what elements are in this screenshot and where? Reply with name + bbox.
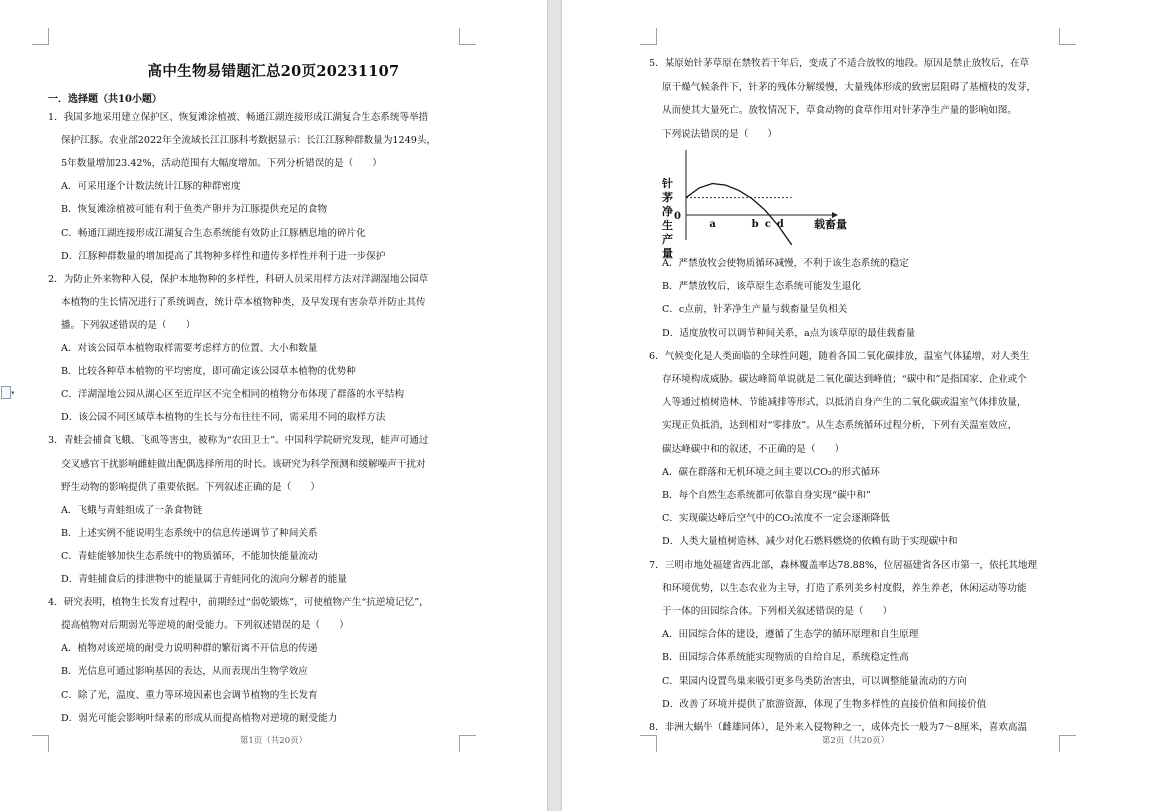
answer-option: A．对该公园草本植物取样需要考虑样方的位置、大小和数量 [61, 343, 318, 354]
page-footer: 第2页（共20页） [821, 736, 890, 746]
production-curve [686, 184, 792, 245]
answer-option: B．田园综合体系统能实现物质的自给自足，系统稳定性高 [662, 652, 909, 664]
tick-label-a: a [709, 219, 716, 230]
tick-label-b: b [751, 219, 759, 230]
text-line: 于一体的田园综合体。下列相关叙述错误的是（ ） [662, 606, 893, 617]
y-axis-label-char: 针 [662, 177, 673, 190]
answer-option: C．实现碳达峰后空气中的CO₂浓度不一定会逐渐降低 [662, 513, 890, 525]
text-line: 碳达峰碳中和的叙述，不正确的是（ ） [662, 443, 845, 455]
question-stem: 7．三明市地处福建省西北部，森林覆盖率达78.88%，位居福建省各区市第一，依托其地理 [649, 559, 1038, 571]
answer-option: C．洋湖湿地公园从湖心区至近岸区不完全相同的植物分布体现了群落的水平结构 [61, 389, 405, 401]
text-line: 和环境优势，以生态农业为主导，打造了系列美乡村度假，养生养老，休闲运动等功能 [662, 582, 1027, 594]
question-stem: 2．为防止外来物种入侵，保护本地物种的多样性，科研人员采用样方法对洋湖湿地公园草 [48, 273, 429, 285]
text-line: 播。下列叙述错误的是（ ） [61, 319, 196, 331]
y-axis-label-char: 产 [662, 233, 673, 246]
text-line: 原干燥气候条件下，针茅的残体分解缓慢，大量残体形成的致密层阻碍了基檀枝的发芽， [662, 81, 1037, 93]
answer-option: B．比较各种草本植物的平均密度，即可确定该公园草本植物的优势种 [61, 366, 356, 378]
answer-option: A．碳在群落和无机环境之间主要以CO₂的形式循环 [662, 466, 880, 478]
text-line: 从而使其大量死亡。放牧情况下，草食动物的食草作用对针茅净生产量的影响如图。 [662, 105, 1017, 116]
answer-option: B．每个自然生态系统都可依靠自身实现“碳中和” [662, 490, 871, 501]
crop-mark [1059, 28, 1076, 45]
answer-option: B．恢复滩涂植被可能有利于鱼类产卵并为江豚提供充足的食物 [61, 204, 328, 216]
document-page-2 [562, 0, 1149, 811]
document-icon[interactable]: ▾ [0, 385, 14, 399]
text-line: 存环境构成威胁。碳达峰简单说就是二氧化碳达到峰值；“碳中和”是指国家、企业或个 [662, 374, 1027, 385]
answer-option: C．除了光，温度、重力等环境因素也会调节植物的生长发育 [61, 689, 318, 701]
document-title: 高中生物易错题汇总20页20231107 [147, 63, 400, 80]
answer-option: D．江豚种群数量的增加提高了其物种多样性和遗传多样性并利于进一步保护 [61, 250, 386, 262]
y-axis-label-char: 量 [662, 247, 673, 260]
text-line: 保护江豚。农业部2022年全流域长江江豚科考数据显示：长江江豚种群数量为1249头， [61, 135, 437, 147]
answer-option: B．上述实例不能说明生态系统中的信息传递调节了种间关系 [61, 527, 318, 539]
answer-option: D．改善了环境并提供了旅游资源，体现了生物多样性的直接价值和间接价值 [662, 698, 987, 710]
answer-option: C．畅通江湖连接形成江湖复合生态系统能有效防止江豚栖息地的碎片化 [61, 227, 366, 239]
answer-option: D．适度放牧可以调节种间关系，a点为该草原的最佳载畜量 [662, 327, 916, 339]
y-axis-label-char: 净 [662, 205, 673, 218]
question-stem: 8．非洲大蜗牛（雌雄同体），是外来入侵物种之一，成体壳长一般为7～8厘米，喜欢高温 [649, 722, 1028, 733]
answer-option: D．青蛙捕食后的排泄物中的能量属于青蛙同化的流向分解者的能量 [61, 574, 347, 585]
text-line: 人等通过植树造林、节能减排等形式，以抵消自身产生的二氧化碳或温室气体排放量， [662, 397, 1027, 409]
tick-label-0: 0 [674, 211, 681, 222]
answer-option: C．c点前，针茅净生产量与载畜量呈负相关 [662, 304, 848, 316]
tick-label-d: d [776, 219, 784, 230]
tick-label-c: c [764, 219, 771, 230]
text-line: 交叉感官干扰影响雌蛙做出配偶选择所用的时长。该研究为科学预测和缓解噪声干扰对 [61, 458, 426, 470]
text-line: 下列说法错误的是（ ） [662, 128, 778, 140]
crop-mark [32, 28, 49, 45]
question-stem: 1．我国多地采用建立保护区、恢复滩涂植被、畅通江湖连接形成江湖复合生态系统等举措 [48, 112, 429, 123]
page-footer: 第1页（共20页） [239, 736, 308, 746]
y-axis-label-char: 生 [662, 219, 673, 232]
question-stem: 3．青蛙会捕食飞蛾、飞虱等害虫，被称为“农田卫士”。中国科学院研究发现，蛙声可通过 [48, 435, 429, 447]
answer-option: A．飞蛾与青蛙组成了一条食物链 [61, 504, 203, 516]
x-axis-label: 载畜量 [814, 218, 847, 231]
answer-option: C．果园内设置鸟巢来吸引更多鸟类防治害虫，可以调整能量流动的方向 [662, 675, 967, 687]
answer-option: A．严禁放牧会使物质循环减慢，不利于该生态系统的稳定 [662, 258, 909, 269]
answer-option: B．严禁放牧后，该草原生态系统可能发生退化 [662, 281, 861, 293]
answer-option: C．青蛙能够加快生态系统中的物质循环，不能加快能量流动 [61, 550, 318, 562]
text-line: 实现正负抵消，达到相对“零排放”。从生态系统循环过程分析，下列有关温室效应， [662, 420, 1018, 432]
text-line: 5年数量增加23.42%，活动范围有大幅度增加。下列分析错误的是（ ） [61, 158, 382, 170]
text-line: 提高植物对后期弱光等逆境的耐受能力。下列叙述错误的是（ ） [61, 620, 349, 632]
question-stem: 6．气候变化是人类面临的全球性问题，随着各国二氧化碳排放，温室气体猛增，对人类生 [649, 350, 1030, 362]
answer-option: A．田园综合体的建设，遵循了生态学的循环原理和自生原理 [662, 629, 919, 641]
text-line: 野生动物的影响提供了重要依据。下列叙述正确的是（ ） [61, 481, 321, 493]
grazing-chart [660, 145, 847, 260]
text-line: 本植物的生长情况进行了系统调查，统计草本植物种类，及早发现有害杂草并防止其传 [61, 296, 426, 308]
answer-option: D．该公园不同区域草本植物的生长与分布往往不同，需采用不同的取样方法 [61, 412, 386, 424]
crop-mark [640, 28, 657, 45]
y-axis-label-char: 茅 [662, 191, 673, 204]
answer-option: B．光信息可通过影响基因的表达，从而表现出生物学效应 [61, 666, 308, 678]
document-page-1 [0, 0, 547, 811]
answer-option: D．弱光可能会影响叶绿素的形成从而提高植物对逆境的耐受能力 [61, 712, 338, 724]
answer-option: A．可采用逐个计数法统计江豚的种群密度 [61, 181, 241, 193]
answer-option: A．植物对该逆境的耐受力说明种群的繁衍离不开信息的传递 [61, 643, 318, 655]
question-stem: 5．某原始针茅草原在禁牧若干年后，变成了不适合放牧的地段。原因是禁止放牧后，在草 [649, 58, 1030, 69]
section-heading: 一．选择题（共10小题） [48, 94, 162, 105]
answer-option: D．人类大量植树造林、减少对化石燃料燃烧的依赖有助于实现碳中和 [662, 536, 958, 548]
crop-mark [459, 28, 476, 45]
question-stem: 4．研究表明，植物生长发育过程中，前期经过“弱乾锻炼”，可使植物产生“抗逆境记忆”， [48, 597, 429, 609]
